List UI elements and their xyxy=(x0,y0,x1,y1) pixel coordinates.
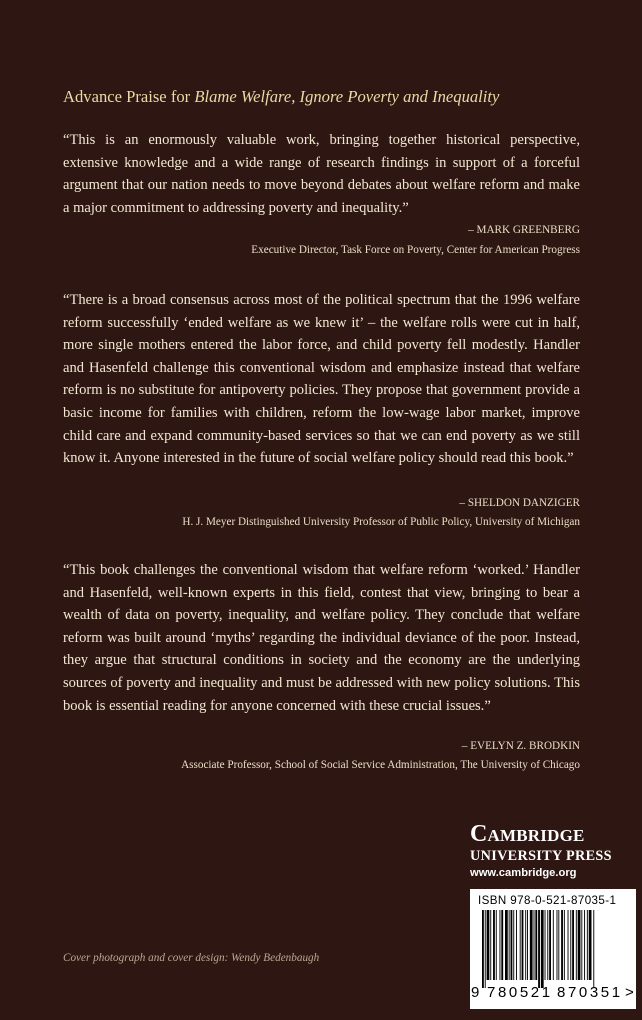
barcode-bar xyxy=(493,910,495,980)
barcode-bar xyxy=(527,910,528,980)
barcode-bar xyxy=(511,910,513,980)
barcode-bar xyxy=(485,910,486,988)
isbn-label: ISBN 978-0-521-87035-1 xyxy=(478,894,617,907)
endorsement-quote-2: “There is a broad consensus across most of the political spectrum that the 1996 welfare reform successfully ‘ended welfare as we knew it’ – the welfare rolls were cut in half, more single mothers entered the labor force, and child poverty fell modestly. Handler and Hasenfeld challenge this conventional wisdom and emphasize instead that welfare reform is no substitute for antipoverty policies. They propose that government provide a basic income for families with children, reform the low-wage labor market, improve child care and expand community-based services so that we can end poverty as we still know it. Anyone interested in the future of social welfare policy should read this book.” xyxy=(63,292,580,467)
barcode-bar xyxy=(561,910,563,980)
barcode-bar xyxy=(593,910,594,988)
endorsement-quote-3: “This book challenges the conventional wisdom that welfare reform ‘worked.’ Handler and Hasenfeld, well-known experts in this field, contest that view, bringing to bear a wealth of data on poverty, inequality, and welfare policy. They conclude that welfare reform was built around ‘myths’ regarding the individual deviance of the poor. Instead, they argue that structural conditions in society and the economy are the underlying sources of poverty and inequality and must be addressed with new policy solutions. This book is essential reading for anyone concerned with these crucial issues.” xyxy=(63,562,580,714)
publisher-name: Cambridge xyxy=(470,821,585,847)
barcode-bar xyxy=(513,910,514,980)
isbn-barcode xyxy=(470,889,636,1009)
barcode-bar xyxy=(490,910,491,980)
publisher-logo xyxy=(470,822,636,881)
barcode-bar xyxy=(547,910,548,980)
barcode-bar xyxy=(587,910,588,980)
endorsement-title-2: H. J. Meyer Distinguished University Professor of Public Policy, University of Michigan xyxy=(182,516,580,528)
endorsement-title-3: Associate Professor, School of Social Service Administration, The University of Chicago xyxy=(181,759,580,771)
endorsement-name-3: – EVELYN Z. BRODKIN xyxy=(461,740,580,752)
endorsement-name-1: – MARK GREENBERG xyxy=(468,224,580,236)
endorsement-quote-1: “This is an enormously valuable work, bringing together historical perspective, extensive knowledge and a wide range of research findings in support of a forceful argument that our nation needs to move beyond debates about welfare reform and make a major commitment to addressing poverty and inequality.” xyxy=(63,132,580,216)
barcode-bar xyxy=(530,910,533,980)
barcode-bar xyxy=(549,910,551,980)
barcode-bar xyxy=(487,910,490,980)
barcode-bar xyxy=(572,910,574,980)
ean-digits xyxy=(470,984,636,1006)
barcode-bar xyxy=(482,910,484,988)
barcode-bar xyxy=(516,910,517,980)
heading-prefix: Advance Praise for xyxy=(63,87,195,106)
barcode-bar xyxy=(522,910,524,980)
publisher-url: www.cambridge.org xyxy=(470,867,577,879)
barcode-bar xyxy=(558,910,559,980)
barcode-bar xyxy=(541,910,544,988)
barcode-bar xyxy=(501,910,503,980)
ean-quiet-mark: > xyxy=(625,984,634,1001)
barcode-bar xyxy=(584,910,585,980)
cover-credit: Cover photograph and cover design: Wendy Bedenbaugh xyxy=(63,952,320,964)
barcode-bar xyxy=(534,910,535,980)
barcode-bar xyxy=(509,910,510,980)
praise-heading xyxy=(63,87,603,107)
barcode-bar xyxy=(545,910,546,980)
barcode-bar xyxy=(553,910,554,980)
barcode-bar xyxy=(538,910,540,988)
ean-left-group: 780521 xyxy=(487,984,553,1001)
barcode-bar xyxy=(557,910,558,980)
barcode-bar xyxy=(589,910,592,980)
endorsement-name-2: – SHELDON DANZIGER xyxy=(459,497,580,509)
ean-lead-digit: 9 xyxy=(471,984,480,1001)
book-title: Blame Welfare, Ignore Poverty and Inequality xyxy=(194,87,500,106)
barcode-bar xyxy=(564,910,565,980)
endorsement-title-1: Executive Director, Task Force on Poverty, Center for American Progress xyxy=(251,244,580,256)
barcode-bar xyxy=(581,910,582,980)
barcode-bars xyxy=(482,910,630,988)
publisher-subtitle: UNIVERSITY PRESS xyxy=(470,848,612,864)
barcode-bar xyxy=(535,910,537,980)
barcode-bar xyxy=(496,910,497,980)
barcode-bar xyxy=(499,910,500,980)
barcode-bar xyxy=(576,910,577,980)
barcode-bar xyxy=(570,910,571,980)
barcode-bar xyxy=(525,910,526,980)
barcode-bar xyxy=(578,910,581,980)
barcode-bar xyxy=(505,910,508,980)
barcode-bar xyxy=(520,910,521,980)
barcode-bar xyxy=(568,910,569,980)
ean-right-group: 870351 xyxy=(557,984,623,1001)
